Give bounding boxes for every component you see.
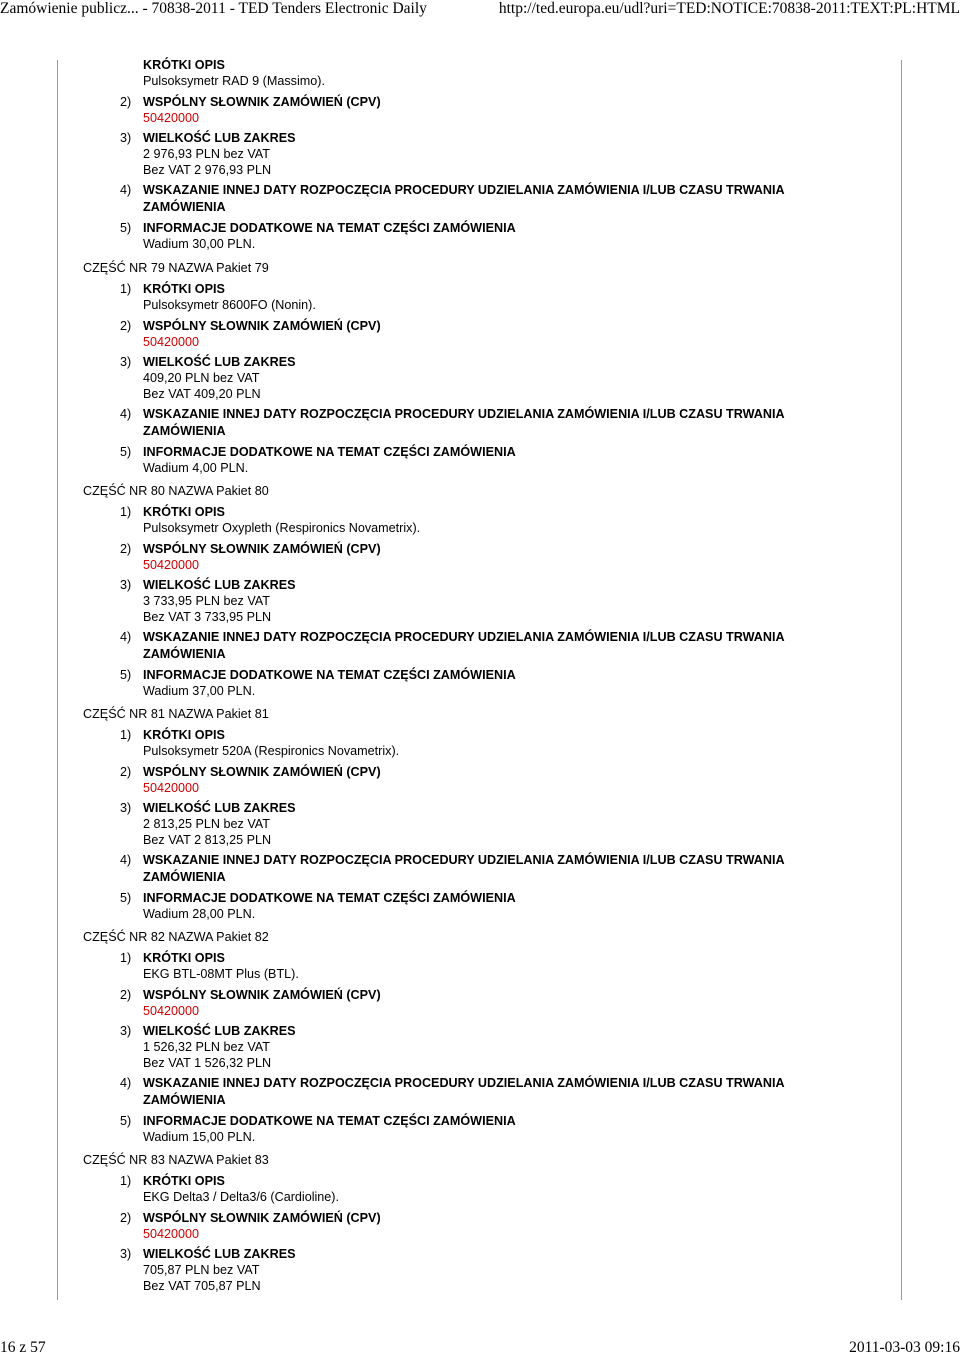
item-number: 1) bbox=[120, 282, 132, 296]
cpv-label: WSPÓLNY SŁOWNIK ZAMÓWIEŃ (CPV) bbox=[143, 1211, 381, 1225]
item-number: 4) bbox=[120, 630, 132, 644]
quantity-value: Bez VAT 409,20 PLN bbox=[143, 387, 261, 401]
additional-info-value: Wadium 30,00 PLN. bbox=[143, 237, 256, 251]
item-number: 3) bbox=[120, 578, 132, 592]
cpv-code[interactable]: 50420000 bbox=[143, 1227, 200, 1241]
quantity-value: Bez VAT 1 526,32 PLN bbox=[143, 1056, 272, 1070]
lot-title: CZĘŚĆ NR 80 NAZWA Pakiet 80 bbox=[83, 484, 269, 498]
dates-label-cont: ZAMÓWIENIA bbox=[143, 424, 226, 438]
item-number: 2) bbox=[120, 765, 132, 779]
additional-info-value: Wadium 37,00 PLN. bbox=[143, 684, 256, 698]
dates-label-cont: ZAMÓWIENIA bbox=[143, 647, 226, 661]
item-number: 3) bbox=[120, 1024, 132, 1038]
dates-label: WSKAZANIE INNEJ DATY ROZPOCZĘCIA PROCEDURY UDZIELANIA ZAMÓWIENIA I/LUB CZASU TRWANIA bbox=[143, 407, 785, 421]
dates-label: WSKAZANIE INNEJ DATY ROZPOCZĘCIA PROCEDURY UDZIELANIA ZAMÓWIENIA I/LUB CZASU TRWANIA bbox=[143, 183, 785, 197]
additional-info-value: Wadium 15,00 PLN. bbox=[143, 1130, 256, 1144]
additional-info-label: INFORMACJE DODATKOWE NA TEMAT CZĘŚCI ZAMÓWIENIA bbox=[143, 1114, 516, 1128]
quantity-value: Bez VAT 3 733,95 PLN bbox=[143, 610, 272, 624]
short-desc-label: KRÓTKI OPIS bbox=[143, 1174, 225, 1188]
item-number: 2) bbox=[120, 319, 132, 333]
short-desc-value: Pulsoksymetr 520A (Respironics Novametrix). bbox=[143, 744, 400, 758]
item-number: 2) bbox=[120, 1211, 132, 1225]
page-title: Zamówienie publicz... - 70838-2011 - TED Tenders Electronic Daily bbox=[0, 0, 427, 17]
cpv-code[interactable]: 50420000 bbox=[143, 781, 200, 795]
cpv-label: WSPÓLNY SŁOWNIK ZAMÓWIEŃ (CPV) bbox=[143, 95, 381, 109]
lot-title: CZĘŚĆ NR 82 NAZWA Pakiet 82 bbox=[83, 930, 269, 944]
cpv-code[interactable]: 50420000 bbox=[143, 558, 200, 572]
quantity-label: WIELKOŚĆ LUB ZAKRES bbox=[143, 355, 296, 369]
item-number: 3) bbox=[120, 801, 132, 815]
left-border bbox=[57, 60, 58, 1300]
right-border bbox=[901, 60, 902, 1300]
quantity-label: WIELKOŚĆ LUB ZAKRES bbox=[143, 1024, 296, 1038]
item-number: 1) bbox=[120, 505, 132, 519]
additional-info-value: Wadium 28,00 PLN. bbox=[143, 907, 256, 921]
lot-title: CZĘŚĆ NR 83 NAZWA Pakiet 83 bbox=[83, 1153, 269, 1167]
quantity-label: WIELKOŚĆ LUB ZAKRES bbox=[143, 131, 296, 145]
item-number: 3) bbox=[120, 355, 132, 369]
short-desc-label: KRÓTKI OPIS bbox=[143, 728, 225, 742]
additional-info-label: INFORMACJE DODATKOWE NA TEMAT CZĘŚCI ZAMÓWIENIA bbox=[143, 668, 516, 682]
additional-info-label: INFORMACJE DODATKOWE NA TEMAT CZĘŚCI ZAMÓWIENIA bbox=[143, 221, 516, 235]
short-desc-label: KRÓTKI OPIS bbox=[143, 282, 225, 296]
short-desc-value: Pulsoksymetr 8600FO (Nonin). bbox=[143, 298, 316, 312]
item-number: 2) bbox=[120, 542, 132, 556]
short-desc-value: Pulsoksymetr Oxypleth (Respironics Novametrix). bbox=[143, 521, 421, 535]
additional-info-label: INFORMACJE DODATKOWE NA TEMAT CZĘŚCI ZAMÓWIENIA bbox=[143, 891, 516, 905]
quantity-value: Bez VAT 705,87 PLN bbox=[143, 1279, 261, 1293]
browser-print-header bbox=[0, 0, 960, 18]
quantity-value: Bez VAT 2 813,25 PLN bbox=[143, 833, 272, 847]
cpv-label: WSPÓLNY SŁOWNIK ZAMÓWIEŃ (CPV) bbox=[143, 765, 381, 779]
quantity-label: WIELKOŚĆ LUB ZAKRES bbox=[143, 801, 296, 815]
quantity-value: 409,20 PLN bez VAT bbox=[143, 371, 260, 385]
short-desc-label: KRÓTKI OPIS bbox=[143, 58, 225, 72]
item-number: 1) bbox=[120, 728, 132, 742]
item-number: 5) bbox=[120, 445, 132, 459]
short-desc-label: KRÓTKI OPIS bbox=[143, 505, 225, 519]
dates-label: WSKAZANIE INNEJ DATY ROZPOCZĘCIA PROCEDURY UDZIELANIA ZAMÓWIENIA I/LUB CZASU TRWANIA bbox=[143, 1076, 785, 1090]
cpv-code[interactable]: 50420000 bbox=[143, 1004, 200, 1018]
item-number: 5) bbox=[120, 668, 132, 682]
dates-label-cont: ZAMÓWIENIA bbox=[143, 870, 226, 884]
item-number: 3) bbox=[120, 131, 132, 145]
lot-title: CZĘŚĆ NR 81 NAZWA Pakiet 81 bbox=[83, 707, 269, 721]
item-number: 1) bbox=[120, 951, 132, 965]
item-number: 5) bbox=[120, 1114, 132, 1128]
short-desc-label: KRÓTKI OPIS bbox=[143, 951, 225, 965]
dates-label: WSKAZANIE INNEJ DATY ROZPOCZĘCIA PROCEDURY UDZIELANIA ZAMÓWIENIA I/LUB CZASU TRWANIA bbox=[143, 630, 785, 644]
item-number: 5) bbox=[120, 891, 132, 905]
print-timestamp: 2011-03-03 09:16 bbox=[849, 1339, 960, 1356]
quantity-label: WIELKOŚĆ LUB ZAKRES bbox=[143, 1247, 296, 1261]
quantity-value: Bez VAT 2 976,93 PLN bbox=[143, 163, 272, 177]
item-number: 5) bbox=[120, 221, 132, 235]
dates-label: WSKAZANIE INNEJ DATY ROZPOCZĘCIA PROCEDURY UDZIELANIA ZAMÓWIENIA I/LUB CZASU TRWANIA bbox=[143, 853, 785, 867]
short-desc-value: Pulsoksymetr RAD 9 (Massimo). bbox=[143, 74, 325, 88]
cpv-code[interactable]: 50420000 bbox=[143, 335, 200, 349]
item-number: 4) bbox=[120, 1076, 132, 1090]
dates-label-cont: ZAMÓWIENIA bbox=[143, 1093, 226, 1107]
item-number: 4) bbox=[120, 407, 132, 421]
item-number: 3) bbox=[120, 1247, 132, 1261]
quantity-value: 2 976,93 PLN bez VAT bbox=[143, 147, 270, 161]
item-number: 4) bbox=[120, 853, 132, 867]
cpv-code[interactable]: 50420000 bbox=[143, 111, 200, 125]
short-desc-value: EKG Delta3 / Delta3/6 (Cardioline). bbox=[143, 1190, 339, 1204]
cpv-label: WSPÓLNY SŁOWNIK ZAMÓWIEŃ (CPV) bbox=[143, 542, 381, 556]
item-number: 4) bbox=[120, 183, 132, 197]
browser-print-footer bbox=[0, 1339, 960, 1357]
item-number: 1) bbox=[120, 1174, 132, 1188]
item-number: 2) bbox=[120, 95, 132, 109]
dates-label-cont: ZAMÓWIENIA bbox=[143, 200, 226, 214]
quantity-value: 705,87 PLN bez VAT bbox=[143, 1263, 260, 1277]
lot-title: CZĘŚĆ NR 79 NAZWA Pakiet 79 bbox=[83, 261, 269, 275]
short-desc-value: EKG BTL-08MT Plus (BTL). bbox=[143, 967, 299, 981]
item-number: 2) bbox=[120, 988, 132, 1002]
page-counter: 16 z 57 bbox=[0, 1339, 46, 1356]
quantity-value: 3 733,95 PLN bez VAT bbox=[143, 594, 270, 608]
quantity-value: 2 813,25 PLN bez VAT bbox=[143, 817, 270, 831]
additional-info-value: Wadium 4,00 PLN. bbox=[143, 461, 249, 475]
quantity-value: 1 526,32 PLN bez VAT bbox=[143, 1040, 270, 1054]
cpv-label: WSPÓLNY SŁOWNIK ZAMÓWIEŃ (CPV) bbox=[143, 988, 381, 1002]
cpv-label: WSPÓLNY SŁOWNIK ZAMÓWIEŃ (CPV) bbox=[143, 319, 381, 333]
page-url[interactable]: http://ted.europa.eu/udl?uri=TED:NOTICE:70838-2011:TEXT:PL:HTML bbox=[498, 0, 960, 17]
quantity-label: WIELKOŚĆ LUB ZAKRES bbox=[143, 578, 296, 592]
additional-info-label: INFORMACJE DODATKOWE NA TEMAT CZĘŚCI ZAMÓWIENIA bbox=[143, 445, 516, 459]
